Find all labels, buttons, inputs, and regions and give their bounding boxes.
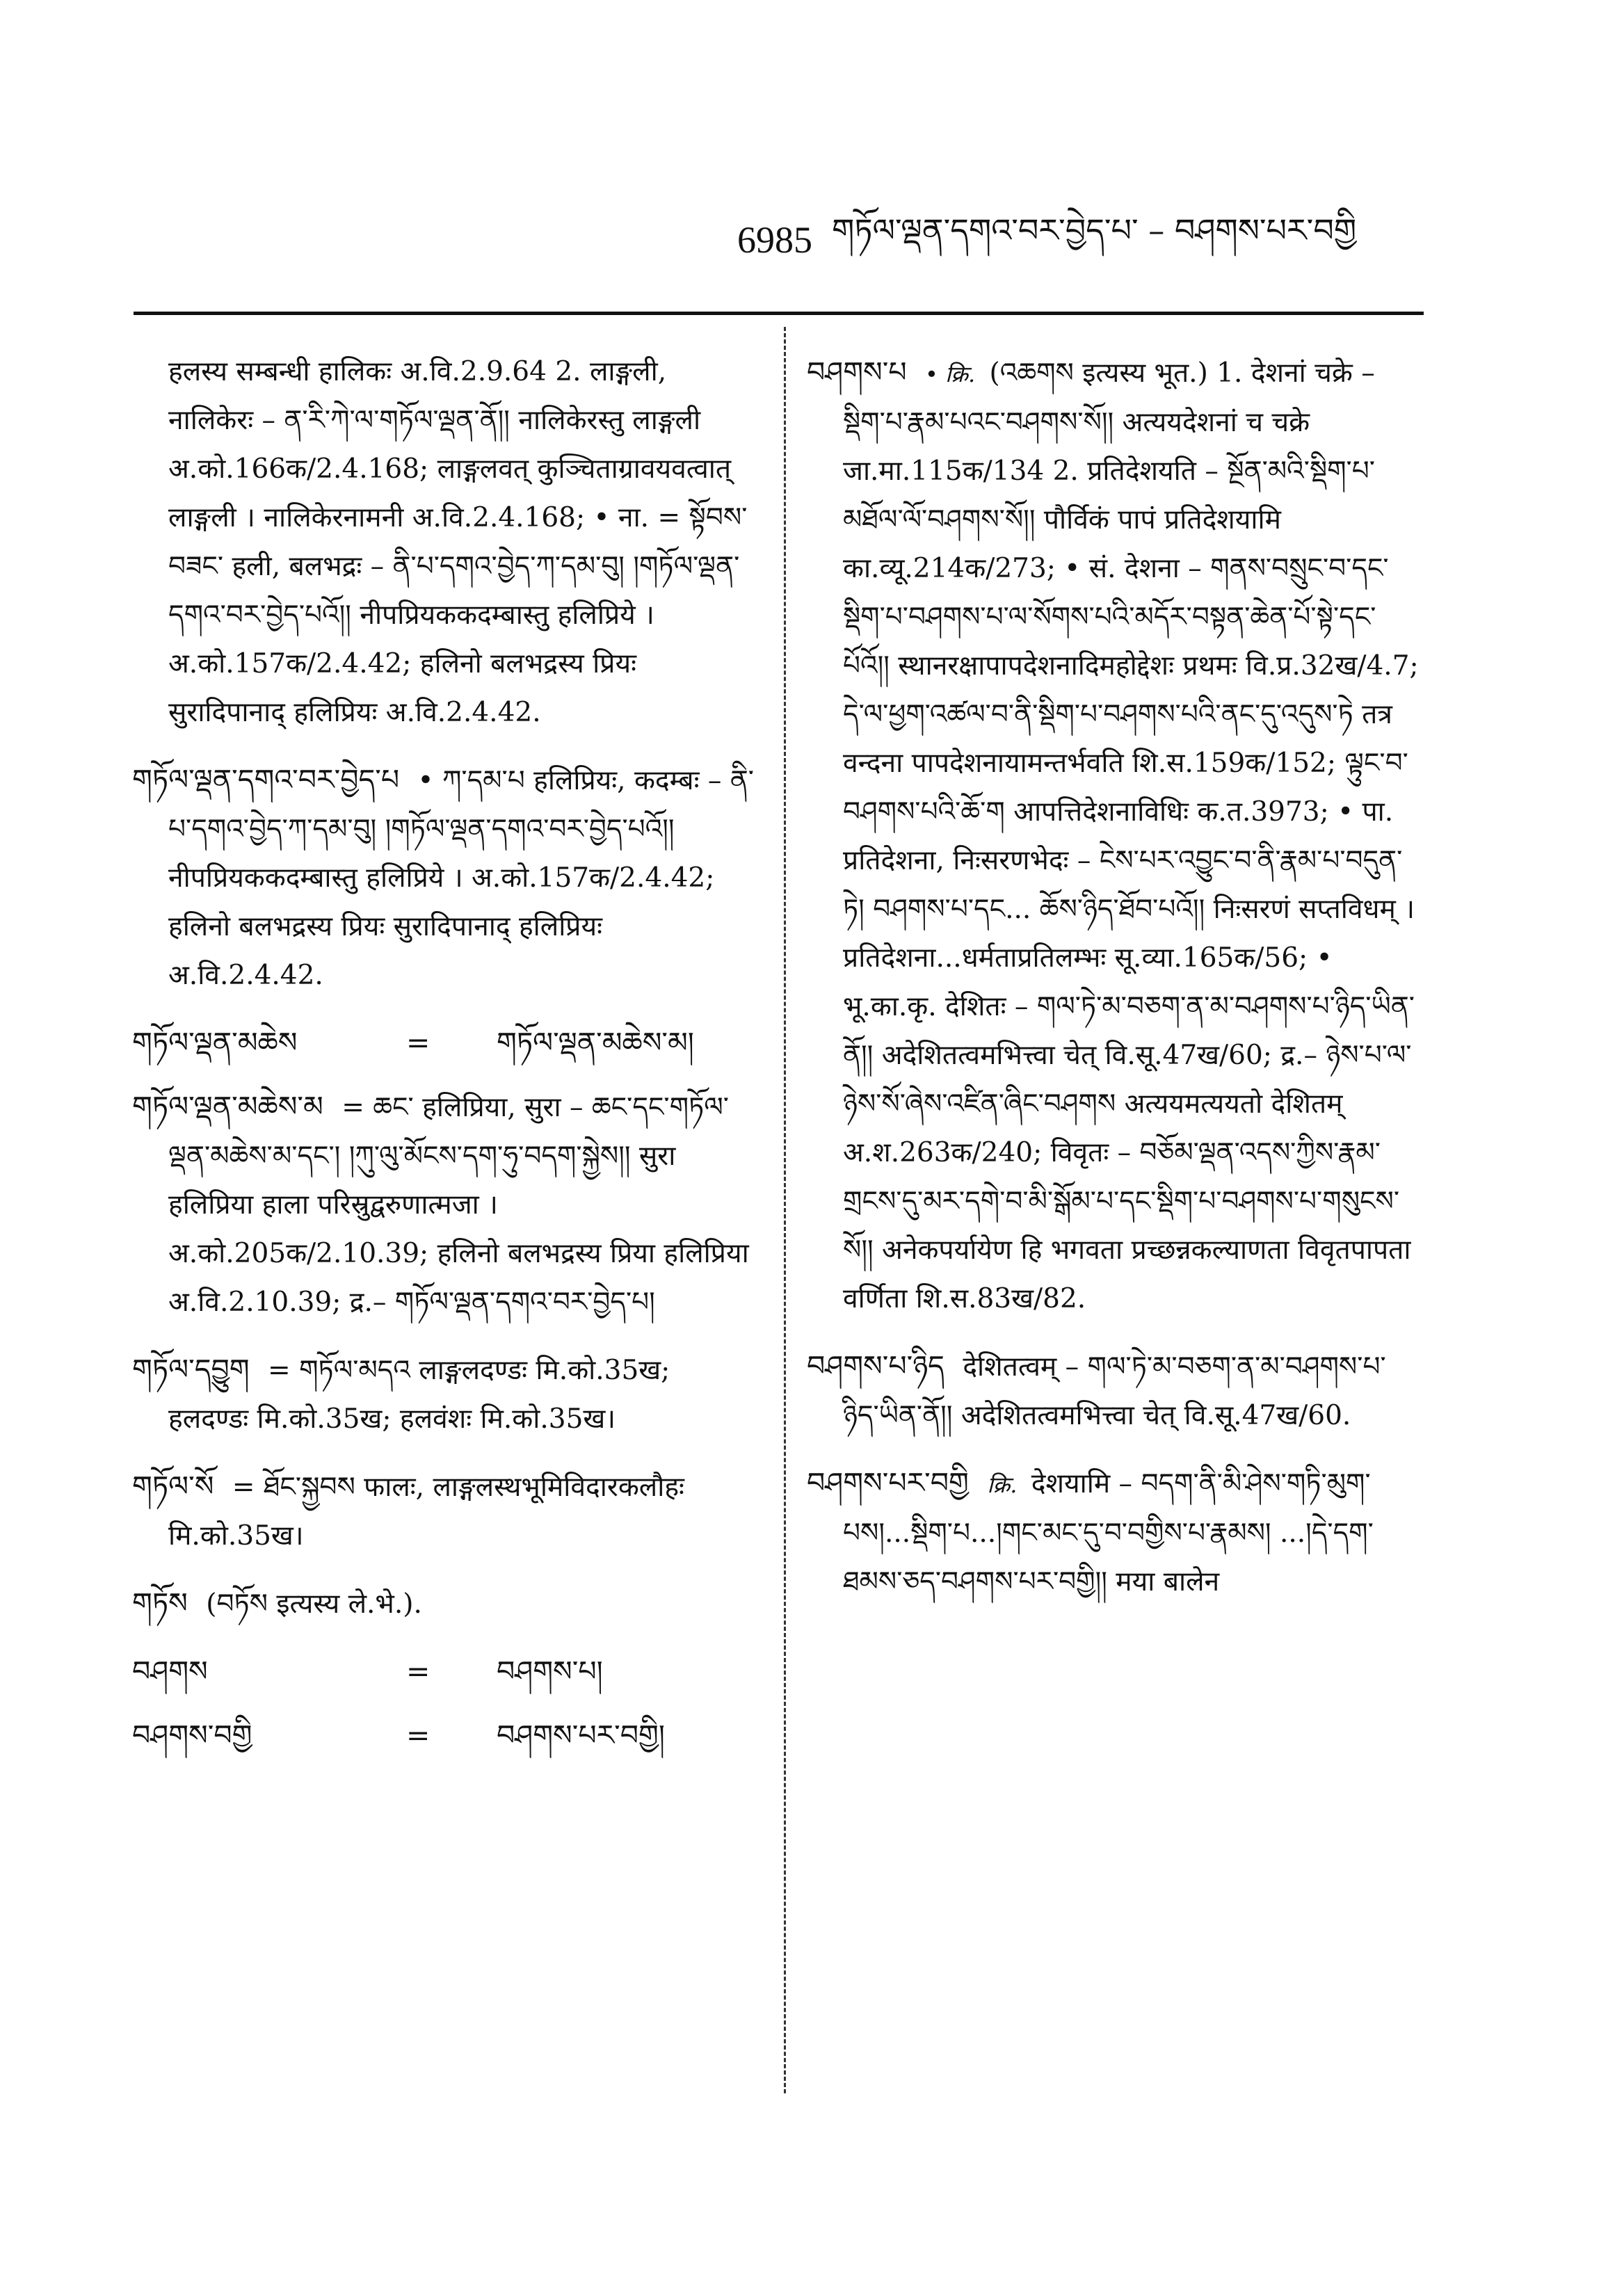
equals-sign: = <box>406 1026 431 1059</box>
entry-body: (འཆགས इत्यस्य भूत.) 1. देशनां चक्रे – སྡིག་པ་རྣམ་པའང་བཤགས་སོ།། अत्ययदेशनां च चक्रे जा.मा.115क/134 2. प्रतिदेशयति – སྔོན་མའི་སྡིག་པ་མཐོལ་ལོ་བཤགས་སོ།། पौर्विकं पापं प्रतिदेशयामि का.व्यू.214क/273; • सं. देशना – གནས་བསྲུང་བ་དང་སྡིག་པ་བཤགས་པ་ལ་སོགས་པའི་མདོར་བསྟན་ཆེན་པོ་སྟེ་དང་པོའོ།། स्थानरक्षापापदेशनादिमहोद्देशः प्रथमः वि.प्र.32ख/4.7; དེ་ལ་ཕྱག་འཚལ་བ་ནི་སྡིག་པ་བཤགས་པའི་ནང་དུ་འདུས་ཏེ तत्र वन्दना पापदेशनायामन्तर्भवति शि.स.159क/152; ལྟུང་བ་བཤགས་པའི་ཆོ་ག आपत्तिदेशनाविधिः क.त.3973; • पा. प्रतिदेशना, निःसरणभेदः – ངེས་པར་འབྱུང་བ་ནི་རྣམ་པ་བདུན་ཏེ། བཤགས་པ་དང... ཆོས་ཉིད་ཐོབ་པའོ།། निःसरणं सप्तविधम् । प्रतिदेशना...धर्मताप्रतिलम्भः सू.व्या.165क/56; • भू.का.कृ. देशितः – གལ་ཏེ་མ་བཅག་ན་མ་བཤགས་པ་ཉིད་ཡིན་ནོ།། अदेशितत्वमभित्त्वा चेत् वि.सू.47ख/60; द्र.– ཉེས་པ་ལ་ཉེས་སོ་ཞེས་འཛིན་ཞིང་བཤགས अत्ययमत्ययतो देशितम् अ.श.263क/240; विवृतः – བཅོམ་ལྡན་འདས་ཀྱིས་རྣམ་གྲངས་དུ་མར་དགེ་བ་མི་སྒོམ་པ་དང་སྡིག་པ་བཤགས་པ་གསུངས་སོ།། अनेकपर्यायेण हि भगवता प्रच्छन्नकल्याणता विवृतपापता वर्णिता शि.स.83ख/82. <box>843 357 1419 1314</box>
equals-sign: = <box>406 1655 431 1688</box>
dictionary-entry <box>807 1342 1419 1440</box>
entry-headword: གཏོལ་ལྡན་མཆེས་མ <box>132 1090 323 1123</box>
xref-target: གཏོལ་ལྡན་མཆེས་མ། <box>497 1026 694 1059</box>
header-rule <box>134 312 1424 315</box>
entry-headword: གཏོལ་དབྱུག <box>132 1353 250 1386</box>
continuation-text <box>132 348 758 737</box>
column-divider <box>784 327 786 2093</box>
dictionary-entry <box>807 348 1419 1323</box>
entry-body: • ཀ་དམ་པ हलिप्रियः, कदम्बः – ནི་པ་དགའ་བྱེད་ཀ་དམ་བུ། །གཏོལ་ལྡན་དགའ་བར་བྱེད་པའོ།། नीपप्रियककदम्बास्तु हलिप्रिये । अ.को.157क/2.4.42; हलिनो बलभद्रस्य प्रियः सुरादिपानाद् हलिप्रियः अ.वि.2.4.42. <box>168 765 754 991</box>
entry-body: = གཏོལ་མདའ लाङ्गलदण्डः मि.को.35ख; हलदण्डः मि.को.35ख; हलवंशः मि.को.35ख। <box>168 1355 670 1435</box>
entry-headword: གཏོས <box>132 1586 188 1620</box>
entry-body: हलस्य सम्बन्धी हालिकः अ.वि.2.9.64 2. लाङ्गली, नालिकेरः – ན་རི་ཀེ་ལ་གཏོལ་ལྡན་ནོ།། नालिकेरस्तु लाङ्गली अ.को.166क/2.4.168; लाङ्गलवत् कुञ्चिताग्रावयवत्वात् लाङ्गली । नालिकेरनामनी अ.वि.2.4.168; • ना. = སྟོབས་བཟང་ हली, बलभद्रः – ནི་པ་དགའ་བྱེད་ཀ་དམ་བུ། །གཏོལ་ལྡན་དགའ་བར་བྱེད་པའོ།། नीपप्रियककदम्बास्तु हलिप्रिये । अ.को.157क/2.4.42; हलिनो बलभद्रस्य प्रियः सुरादिपानाद् हलिप्रियः अ.वि.2.4.42. <box>168 356 748 728</box>
running-head: གཏོལ་ལྡན་དགའ་བར་བྱེད་པ་ – བཤགས་པར་བགྱི <box>832 211 1357 249</box>
entry-headword: བཤགས་པ་ཉིད <box>807 1349 944 1383</box>
entry-headword: བཤགས་པ <box>807 355 907 389</box>
xref-headword: བཤགས <box>132 1655 208 1688</box>
xref-headword: བཤགས་བགྱི <box>132 1718 252 1752</box>
entry-body: (བཏོས इत्यस्य ले.भे.). <box>206 1588 422 1620</box>
equals-sign: = <box>406 1718 431 1752</box>
dictionary-entry <box>807 1458 1419 1607</box>
xref-target: བཤགས་པར་བགྱི། <box>497 1718 666 1752</box>
entry-body: देशयामि – བདག་ནི་མི་ཤེས་གཏི་མུག་པས།...སྡིག་པ...།གང་མང་དུ་བ་བགྱིས་པ་རྣམས། ...།དེ་དག་ཐམས་ཅད་བཤགས་པར་བགྱི།། मया बालेन <box>843 1468 1374 1597</box>
entry-headword: གཏོལ་སོ <box>132 1470 214 1503</box>
right-column <box>807 348 1419 1625</box>
entry-headword: བཤགས་པར་བགྱི <box>807 1466 969 1499</box>
xref-headword: གཏོལ་ལྡན་མཆེས <box>132 1026 298 1059</box>
cross-reference-row <box>132 1711 758 1760</box>
dictionary-entry <box>132 1462 758 1561</box>
dictionary-entry <box>132 1345 758 1444</box>
entry-body: = ཐོང་སྐྱབས फालः, लाङ्गलस्थभूमिविदारकलौहः मि.को.35ख। <box>168 1472 684 1552</box>
cross-reference-row <box>132 1647 758 1696</box>
entry-body: = ཆང་ हलिप्रिया, सुरा – ཆང་དང་གཏོལ་ལྡན་མཆེས་མ་དང་། །ཀུ་ལུ་མོངས་དག་ཧུ་བདག་སྐྱེས།། सुरा हलिप्रिया हाला परिस्रुद्वरुणात्मजा । अ.को.205क/2.10.39; हलिनो बलभद्रस्य प्रिया हलिप्रिया अ.वि.2.10.39; द्र.– གཏོལ་ལྡན་དགའ་བར་བྱེད་པ། <box>168 1092 749 1318</box>
cross-reference-row <box>132 1018 758 1067</box>
dictionary-entry <box>132 755 758 1000</box>
dictionary-entry <box>132 1082 758 1327</box>
page-number: 6985 <box>737 219 812 261</box>
xref-target: བཤགས་པ། <box>497 1655 603 1688</box>
page-header <box>737 209 1426 271</box>
entry-headword: གཏོལ་ལྡན་དགའ་བར་བྱེད་པ <box>132 763 400 796</box>
grammar-marker: • क्रि. <box>925 361 976 387</box>
entry-body: देशितत्वम् – གལ་ཏེ་མ་བཅག་ན་མ་བཤགས་པ་ཉིད་ཡིན་ནོ།། अदेशितत्वमभित्त्वा चेत् वि.सू.47ख/60. <box>843 1351 1386 1431</box>
grammar-marker: क्रि. <box>987 1472 1018 1498</box>
left-column <box>132 348 758 1775</box>
dictionary-entry <box>132 1579 758 1629</box>
